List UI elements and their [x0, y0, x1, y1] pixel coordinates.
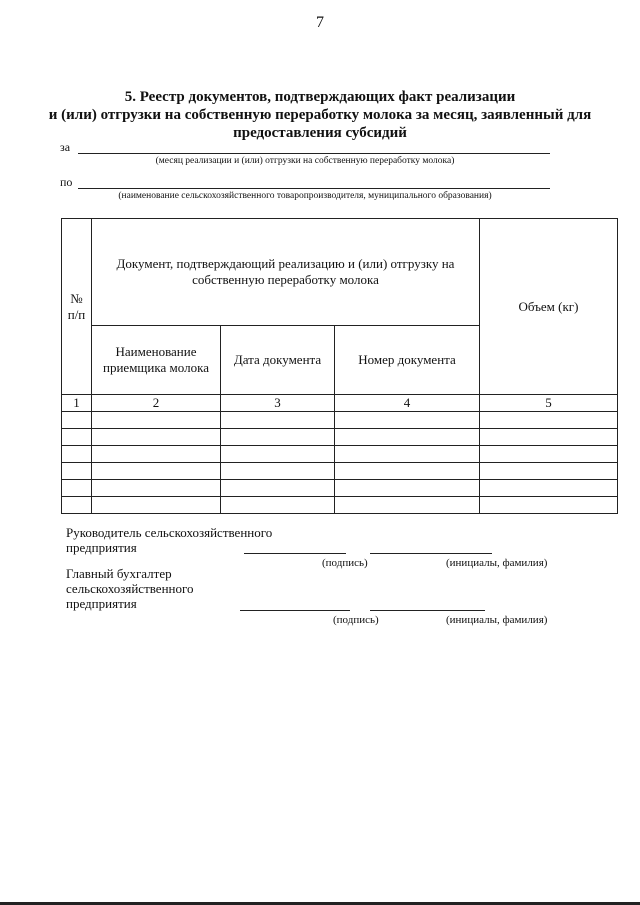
table-cell: [62, 497, 92, 514]
table-cell: [335, 480, 480, 497]
col-number-header: № п/п: [62, 219, 92, 395]
table-cell: [221, 497, 335, 514]
producer-caption: (наименование сельскохозяйственного товаропроизводителя, муниципального образования): [118, 191, 492, 201]
accountant-initials-caption: (инициалы, фамилия): [446, 614, 548, 626]
period-prefix: за: [60, 140, 71, 154]
table-cell: [92, 412, 221, 429]
header-row-1: [62, 219, 618, 326]
index-cell-4: 4: [335, 395, 480, 412]
col-receiver-header: Наименование приемщика молока: [92, 326, 221, 395]
table-row: [62, 412, 618, 429]
accountant-signature-line: [240, 610, 350, 611]
table-cell: [335, 497, 480, 514]
table-cell: [480, 429, 618, 446]
table-cell: [335, 446, 480, 463]
index-row: [62, 395, 618, 412]
table-cell: [480, 497, 618, 514]
table-cell: [335, 463, 480, 480]
table-cell: [221, 429, 335, 446]
table-cell: [62, 480, 92, 497]
head-initials-line: [370, 553, 492, 554]
index-cell-2: 2: [92, 395, 221, 412]
table-row: [62, 480, 618, 497]
page-number: 7: [316, 14, 324, 31]
table-cell: [92, 429, 221, 446]
col-date-header: Дата документа: [221, 326, 335, 395]
col-volume-header: Объем (кг): [480, 219, 618, 395]
title-line-2: и (или) отгрузки на собственную переработку молока за месяц, заявленный для: [48, 107, 592, 123]
accountant-label-line-1: Главный бухгалтер: [66, 566, 172, 581]
accountant-signature-caption: (подпись): [333, 614, 379, 626]
table-cell: [221, 446, 335, 463]
document-title: [30, 88, 610, 142]
table-cell: [62, 463, 92, 480]
table-cell: [335, 412, 480, 429]
head-label-line-1: Руководитель сельскохозяйственного: [66, 525, 273, 540]
table-cell: [62, 446, 92, 463]
title-line-1: 5. Реестр документов, подтверждающих факт реализации: [124, 89, 516, 105]
head-label-line-2: предприятия: [66, 540, 137, 555]
head-initials-caption: (инициалы, фамилия): [446, 557, 548, 569]
table-cell: [480, 446, 618, 463]
index-cell-5: 5: [480, 395, 618, 412]
table-row: [62, 463, 618, 480]
registry-table: [61, 218, 618, 514]
accountant-initials-line: [370, 610, 485, 611]
index-cell-3: 3: [221, 395, 335, 412]
table-cell: [92, 446, 221, 463]
table-row: [62, 429, 618, 446]
producer-prefix: по: [60, 175, 73, 189]
table-cell: [92, 463, 221, 480]
document-group-header: Документ, подтверждающий реализацию и (или) отгрузку на собственную переработку молока: [92, 219, 480, 326]
table-cell: [92, 480, 221, 497]
table-row: [62, 446, 618, 463]
table-cell: [221, 412, 335, 429]
head-signature-line: [244, 553, 346, 554]
table-row: [62, 497, 618, 514]
table-cell: [480, 412, 618, 429]
table-cell: [480, 463, 618, 480]
table-cell: [92, 497, 221, 514]
period-caption: (месяц реализации и (или) отгрузки на собственную переработку молока): [155, 156, 455, 166]
table-cell: [335, 429, 480, 446]
table-cell: [221, 463, 335, 480]
col-doc-number-header: Номер документа: [335, 326, 480, 395]
table-cell: [62, 429, 92, 446]
accountant-label-line-2: сельскохозяйственного: [66, 581, 194, 596]
period-field: [60, 141, 550, 155]
accountant-signature-label: [66, 566, 194, 611]
table-cell: [480, 480, 618, 497]
index-cell-1: 1: [62, 395, 92, 412]
table-cell: [62, 412, 92, 429]
period-line: [78, 153, 550, 154]
producer-line: [78, 188, 550, 189]
producer-field: [60, 176, 550, 190]
head-signature-label: [66, 525, 272, 555]
accountant-label-line-3: предприятия: [66, 596, 137, 611]
table-cell: [221, 480, 335, 497]
title-line-3: предоставления субсидий: [233, 125, 407, 141]
head-signature-caption: (подпись): [322, 557, 368, 569]
